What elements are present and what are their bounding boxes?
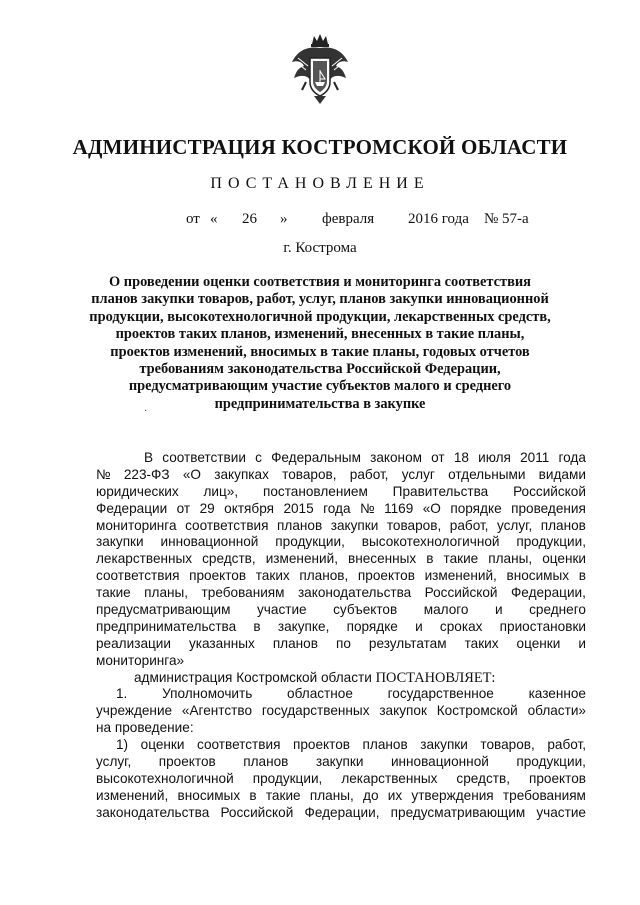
paragraph1-line: [96, 484, 586, 501]
word: 1169: [384, 500, 414, 516]
word: 2011: [520, 450, 550, 465]
word: среднего: [529, 602, 586, 618]
word: планы,: [309, 787, 354, 803]
subitem1-line: [96, 737, 586, 754]
word: проектов: [357, 568, 415, 584]
word: таких: [464, 635, 499, 651]
word: Правительства: [392, 483, 489, 499]
word: областное: [287, 686, 353, 702]
word: планов: [362, 737, 408, 753]
word: 1.: [116, 686, 128, 702]
word: закупки: [96, 534, 144, 550]
word: оценки: [140, 737, 185, 753]
word: закупки: [420, 737, 468, 753]
word: проектов: [158, 754, 216, 770]
word: года: [323, 500, 351, 516]
word: государственных: [261, 703, 370, 719]
subitem1-line: [96, 805, 586, 822]
word: утверждения: [411, 787, 494, 803]
word: проектов: [528, 770, 586, 786]
word: в: [253, 618, 261, 634]
word: такие: [96, 585, 131, 601]
document-type: ПОСТАНОВЛЕНИЕ: [210, 175, 430, 192]
word: соответствия: [197, 737, 281, 753]
word: предпринимательства: [96, 618, 237, 634]
word: закупок: [379, 703, 427, 719]
word: приостановки: [499, 618, 586, 634]
paragraph1-line: [96, 602, 586, 619]
word: порядке: [450, 500, 502, 516]
word: Российской: [424, 585, 498, 601]
title-line: предусматривающим участие субъектов малого и среднего: [128, 378, 512, 395]
resolve-text: администрация Костромской области: [134, 669, 376, 685]
word: «О: [182, 466, 201, 482]
paragraph1-line: [96, 518, 586, 535]
document-title: [80, 274, 560, 413]
word: высокотехнологичной: [96, 770, 234, 786]
paragraph1-line: [96, 467, 586, 484]
word: Федеральным: [271, 450, 361, 465]
paragraph1-line: [96, 636, 586, 653]
word: закупке,: [277, 618, 330, 634]
word: лекарственных: [96, 551, 193, 567]
word: вносимых: [506, 568, 570, 584]
title-line: требованиям законодательства Российской Федерации,: [139, 361, 501, 378]
word: участие: [257, 602, 307, 618]
date-day: 26: [242, 211, 257, 227]
word: октября: [224, 500, 274, 516]
word: Российской: [220, 804, 294, 820]
item1-line: [96, 703, 586, 720]
word: порядке: [346, 618, 398, 634]
word: оценки: [516, 635, 561, 651]
word: инновационной: [390, 754, 489, 770]
word: услуг: [401, 466, 435, 482]
word: и: [578, 635, 586, 651]
document-body: [96, 450, 586, 822]
word: В: [144, 450, 154, 465]
word: №: [96, 466, 111, 482]
word: такие: [443, 551, 479, 567]
paragraph1-line: [96, 619, 586, 636]
word: от: [431, 450, 445, 465]
word: в: [578, 568, 586, 584]
word: законодательства: [297, 585, 412, 601]
word: с: [255, 450, 262, 465]
word: закупках: [214, 466, 269, 482]
word: 223-ФЗ: [123, 466, 170, 482]
word: услуг,: [496, 517, 533, 533]
word: государственное: [387, 686, 494, 702]
word: сроках: [439, 618, 483, 634]
resolve-line: [96, 670, 586, 687]
word: средств,: [202, 551, 256, 567]
word: Российской: [513, 483, 586, 499]
word: предусматривающим: [96, 602, 231, 618]
subitem1-line: [96, 754, 586, 771]
word: предусматривающим: [390, 804, 526, 820]
word: видами: [538, 466, 586, 482]
word: по: [335, 635, 351, 651]
organization-name: АДМИНИСТРАЦИЯ КОСТРОМСКОЙ ОБЛАСТИ: [72, 135, 568, 159]
word: планов: [272, 635, 318, 651]
word: 29: [199, 500, 215, 516]
word: Федерации,: [510, 585, 586, 601]
word: «Агентство: [181, 703, 253, 719]
word: на: [96, 720, 115, 736]
word: таких: [255, 568, 290, 584]
stray-mark: ·: [144, 406, 148, 417]
word: законодательства: [96, 804, 210, 820]
word: соответствия: [96, 568, 180, 584]
word: Костромской: [436, 703, 518, 719]
word: законом: [370, 450, 422, 465]
word: их: [387, 787, 403, 803]
word: товаров,: [480, 737, 535, 753]
word: и: [415, 618, 423, 634]
word: юридических: [96, 483, 179, 499]
word: результатам: [368, 635, 447, 651]
word: Федерации,: [304, 804, 380, 820]
word: в: [249, 787, 257, 803]
word: планы,: [488, 551, 533, 567]
paragraph1-line: [96, 551, 586, 568]
word: соответствия: [185, 517, 269, 533]
document-number: № 57-а: [484, 211, 529, 227]
title-line: проектов изменений, вносимых в такие планы, годовых отчетов: [110, 343, 530, 360]
word: в: [426, 551, 434, 567]
word: учреждение: [96, 703, 173, 719]
word: до: [363, 787, 379, 803]
word: отдельными: [448, 466, 526, 482]
word: требованиям: [201, 585, 285, 601]
word: продукции,: [275, 534, 345, 550]
word: планов: [540, 517, 586, 533]
word: внесенных: [348, 551, 417, 567]
word: лекарственных: [341, 770, 438, 786]
word: продукции,: [516, 754, 586, 770]
word: и: [495, 602, 503, 618]
word: высокотехнологичной: [361, 534, 500, 550]
resolve-keyword: ПОСТАНОВЛЯЕТ:: [375, 669, 496, 686]
word: Уполномочить: [162, 686, 253, 702]
word: работ,: [547, 737, 586, 753]
word: такие: [265, 787, 301, 803]
date-line: [0, 211, 640, 231]
title-line: О проведении оценки соответствия и мониторинга соответствия: [109, 274, 531, 290]
word: изменений,: [96, 787, 169, 803]
paragraph1-line: [96, 653, 586, 670]
item1-line: [96, 686, 586, 703]
word: июля: [478, 450, 511, 465]
word: закупки: [330, 517, 379, 533]
word: 1): [116, 737, 129, 753]
date-prefix: от: [186, 211, 200, 227]
title-line: продукции, высокотехнологичной продукции, лекарственных средств,: [89, 308, 551, 325]
word: участие: [536, 804, 586, 820]
word: соответствии: [162, 450, 246, 465]
word: от: [176, 500, 191, 516]
paragraph1-line: [96, 568, 586, 585]
paragraph1-line: [96, 534, 586, 551]
word: средств,: [456, 770, 510, 786]
word: проведение:: [114, 720, 194, 736]
word: инновационной: [160, 534, 259, 550]
word: вносимых: [177, 787, 241, 803]
paragraph1-line: [96, 585, 586, 602]
word: малого: [423, 602, 469, 618]
date-month: февраля: [322, 211, 375, 227]
date-close-quote: »: [280, 211, 288, 227]
word: изменений,: [424, 568, 497, 584]
word: мониторинга»: [96, 652, 185, 668]
subitem1-line: [96, 771, 586, 788]
coat-of-arms-emblem: [288, 32, 352, 106]
word: планов: [277, 517, 323, 533]
date-year: 2016 года: [408, 211, 469, 227]
word: планы,: [144, 585, 189, 601]
title-line: проектов таких планов, изменений, внесенных в такие планы,: [115, 326, 525, 343]
word: услуг,: [96, 754, 132, 770]
word: года: [558, 450, 586, 465]
paragraph1-line: [96, 501, 586, 518]
city-name: г. Кострома: [283, 240, 357, 256]
word: товаров,: [386, 517, 442, 533]
title-line: предпринимательства в закупке: [214, 395, 426, 412]
word: мониторинга: [96, 517, 177, 533]
word: проектов: [189, 568, 247, 584]
word: №: [360, 500, 375, 516]
word: 18: [453, 450, 469, 465]
item1-line: [96, 720, 586, 737]
title-line: планов закупки товаров, работ, услуг, планов закупки инновационной: [91, 291, 549, 308]
date-open-quote: «: [210, 211, 218, 227]
word: планов,: [299, 568, 349, 584]
word: изменений,: [265, 551, 338, 567]
word: продукции,: [252, 770, 323, 786]
word: работ,: [349, 466, 389, 482]
word: планов: [243, 754, 289, 770]
word: требованиям: [502, 787, 586, 803]
paragraph1-line: [96, 450, 586, 467]
subitem1-line: [96, 788, 586, 805]
word: постановлением: [263, 483, 368, 499]
word: проведения: [511, 500, 586, 516]
word: субъектов: [333, 602, 398, 618]
word: области»: [527, 703, 586, 719]
word: продукции,: [516, 534, 586, 550]
word: 2015: [283, 500, 314, 516]
word: оценки: [542, 551, 586, 567]
word: реализации: [96, 635, 171, 651]
word: «О: [422, 500, 441, 516]
word: указанных: [188, 635, 255, 651]
word: закупки: [315, 754, 364, 770]
word: казенное: [528, 686, 586, 702]
word: товаров,: [282, 466, 337, 482]
word: работ,: [449, 517, 489, 533]
word: проектов: [293, 737, 350, 753]
word: Федерации: [96, 500, 168, 516]
word: лиц»,: [203, 483, 239, 499]
